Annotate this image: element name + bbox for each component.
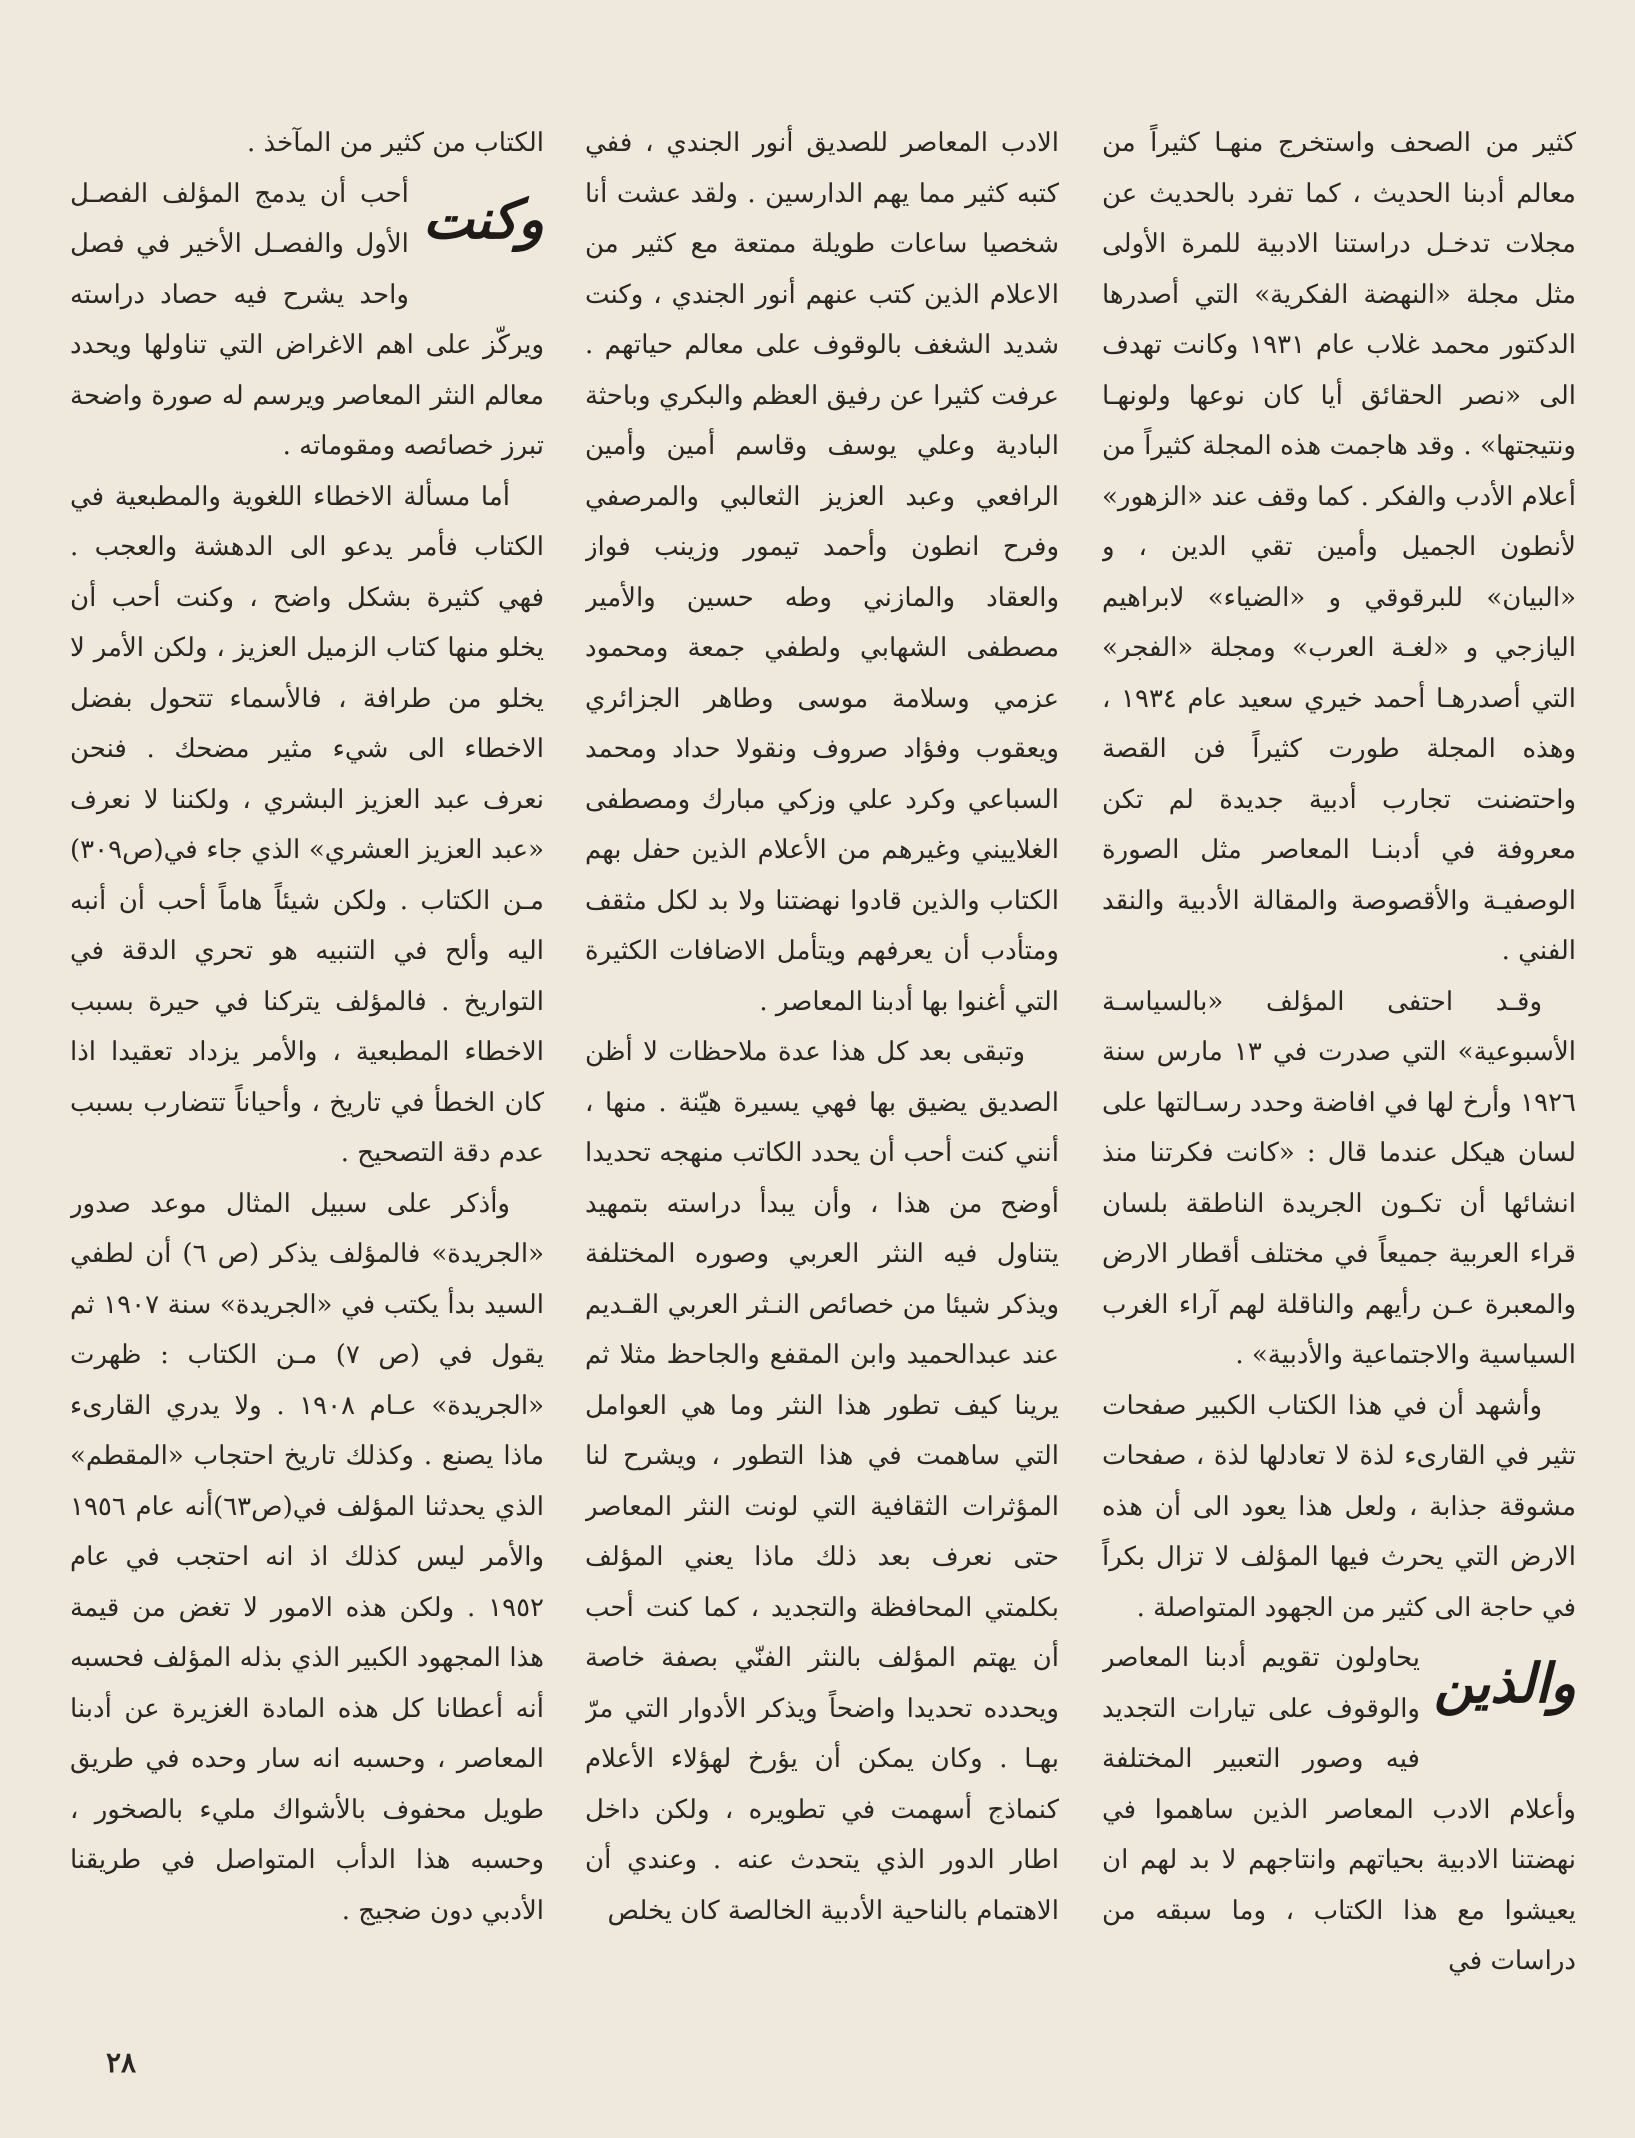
text-column-left [70,118,544,2018]
paragraph-with-dropcap [70,169,544,472]
paragraph-text: أحب أن يدمج المؤلف الفصـل الأول والفصـل الأخير في فصل واحد يشرح فيه حصاد دراسته ويركّز على اهم الاغراض التي تناولها ويحدد معالم النثر المعاصر ويرسم له صورة واضحة تبرز خصائصه ومقوماته . [70,178,544,461]
paragraph: وتبقى بعد كل هذا عدة ملاحظات لا أظن الصديق يضيق بها فهي يسيرة هيّنة . منها ، أنني كنت أحب أن يحدد الكاتب منهجه تحديدا أوضح من هذا ، وأن يبدأ دراسته بتمهيد يتناول فيه النثر العربي وصوره المختلفة ويذكر شيئا من خصائص النـثر العربي القـديم عند عبدالحميد وابن المقفع والجاحظ مثلا ثم يرينا كيف تطور هذا النثر وما هي العوامل التي ساهمت في هذا التطور ، ويشرح لنا المؤثرات الثقافية التي لونت النثر المعاصر حتى نعرف بعد ذلك ماذا يعني المؤلف بكلمتي المحافظة والتجديد ، كما كنت أحب أن يهتم المؤلف بالنثر الفنّي بصفة خاصة ويحدده تحديدا واضحاً ويذكر الأدوار التي مرّ بهـا . وكان يمكن أن يؤرخ لهؤلاء الأعلام كنماذج أسهمت في تطويره ، ولكن داخل اطار الدور الذي يتحدث عنه . وعندي أن الاهتمام بالناحية الأدبية الخالصة كان يخلص [585,1037,1059,1926]
paragraph: الكتاب من كثير من المآخذ . [246,128,544,158]
paragraph: وقـد احتفى المؤلف «بالسياسـة الأسبوعية» التي صدرت في ١٣ مارس سنة ١٩٢٦ وأرخ لها في افاضة وحدد رسـالتها على لسان هيكل عندما قال : «كانت فكرتنا منذ انشائها أن تكـون الجريدة الناطقة بلسان قراء العربية جميعاً في مختلف أقطار الارض والمعبرة عـن رأيهم والناقلة لهم آراء الغرب السياسية والاجتماعية والأدبية» . [1102,986,1576,1370]
paragraph: وأشهد أن في هذا الكتاب الكبير صفحات تثير في القارىء لذة لا تعادلها لذة ، صفحات مشوقة جذابة ، ولعل هذا يعود الى أن هذه الارض التي يحرث فيها المؤلف لا تزال بكراً في حاجة الى كثير من الجهود المتواصلة . [1102,1390,1576,1623]
decorative-initial-word: والذين [1433,1651,1576,1715]
text-column-right [1102,118,1576,2018]
decorative-initial-word: وكنت [422,186,544,251]
paragraph: الادب المعاصر للصديق أنور الجندي ، ففي كتبه كثير مما يهم الدارسين . ولقد عشت أنا شخصيا ساعات طويلة ممتعة مع كثير من الاعلام الذين كتب عنهم أنور الجندي ، وكنت شديد الشغف بالوقوف على معالم حياتهم . عرفت كثيرا عن رفيق العظم والبكري وباحثة البادية وعلي يوسف وقاسم أمين وأمين الرافعي وعبد العزيز الثعالبي والمرصفي وفرح انطون وأحمد تيمور وزينب فواز والعقاد والمازني وطه حسين والأمير مصطفى الشهابي ولطفي جمعة ومحمود عزمي وسلامة موسى وطاهر الجزائري ويعقوب وفؤاد صروف ونقولا حداد ومحمد السباعي وكرد علي وزكي مبارك ومصطفى الغلاييني وغيرهم من الأعلام الذين حفل بهم الكتاب والذين قادوا نهضتنا ولا بد لكل مثقف ومتأدب أن يعرفهم ويتأمل الاضافات الكثيرة التي أغنوا بها أدبنا المعاصر . [585,128,1059,1017]
paragraph-with-dropcap [1102,1633,1576,1987]
page-number: ٢٨ [106,2046,137,2079]
paragraph: كثير من الصحف واستخرج منهـا كثيراً من معالم أدبنا الحديث ، كما تفرد بالحديث عن مجلات تدخـل دراستنا الادبية للمرة الأولى مثل مجلة «النهضة الفكرية» التي أصدرها الدكتور محمد غلاب عام ١٩٣١ وكانت تهدف الى «نصر الحقائق أيا كان نوعها ولونهـا ونتيجتها» . وقد هاجمت هذه المجلة كثيراً من أعلام الأدب والفكر . كما وقف عند «الزهور» لأنطون الجميل وأمين تقي الدين ، و «البيان» للبرقوقي و «الضياء» لابراهيم اليازجي و «لغـة العرب» ومجلة «الفجر» التي أصدرهـا أحمد خيري سعيد عام ١٩٣٤ ، وهذه المجلة طورت كثيراً فن القصة واحتضنت تجارب أدبية جديدة لم تكن معروفة في أدبنـا المعاصر مثل الصورة الوصفيـة والأقصوصة والمقالة الأدبية والنقد الفني . [1102,128,1576,966]
text-column-middle [585,118,1059,2018]
paragraph: وأذكر على سبيل المثال موعد صدور «الجريدة» فالمؤلف يذكر (ص ٦) أن لطفي السيد بدأ يكتب في «الجريدة» سنة ١٩٠٧ ثم يقول في (ص ٧) مـن الكتاب : ظهرت «الجريدة» عـام ١٩٠٨ . ولا يدري القارىء ماذا يصنع . وكذلك تاريخ احتجاب «المقطم» الذي يحدثنا المؤلف في(ص٦٣)أنه عام ١٩٥٦ والأمر ليس كذلك اذ انه احتجب في عام ١٩٥٢ . ولكن هذه الامور لا تغض من قيمة هذا المجهود الكبير الذي بذله المؤلف فحسبه أنه أعطانا كل هذه المادة الغزيرة عن أدبنا المعاصر ، وحسبه انه سار وحده في طريق طويل محفوف بالأشواك مليء بالصخور ، وحسبه هذا الدأب المتواصل في طريقنا الأدبي دون ضجيج . [70,1188,544,1926]
paragraph-text: يحاولون تقويم أدبنا المعاصر والوقوف على تيارات التجديد فيه وصور التعبير المختلفة وأعلام الادب المعاصر الذين ساهموا في نهضتنا الادبية بحياتهم وانتاجهم لا بد لهم ان يعيشوا مع هذا الكتاب ، وما سبقه من دراسات في [1102,1643,1576,1976]
paragraph: أما مسألة الاخطاء اللغوية والمطبعية في الكتاب فأمر يدعو الى الدهشة والعجب . فهي كثيرة بشكل واضح ، وكنت أحب أن يخلو منها كتاب الزميل العزيز ، ولكن الأمر لا يخلو من طرافة ، فالأسماء تتحول بفضل الاخطاء الى شيء مثير مضحك . فنحن نعرف عبد العزيز البشري ، ولكننا لا نعرف «عبد العزيز العشري» الذي جاء في(ص٣٠٩) مـن الكتاب . ولكن شيئاً هاماً أحب أن أنبه اليه وألح في التنبيه هو تحري الدقة في التواريخ . فالمؤلف يتركنا في حيرة بسبب الاخطاء المطبعية ، والأمر يزداد تعقيدا اذا كان الخطأ في تاريخ ، وأحياناً تتضارب بسبب عدم دقة التصحيح . [70,481,544,1168]
